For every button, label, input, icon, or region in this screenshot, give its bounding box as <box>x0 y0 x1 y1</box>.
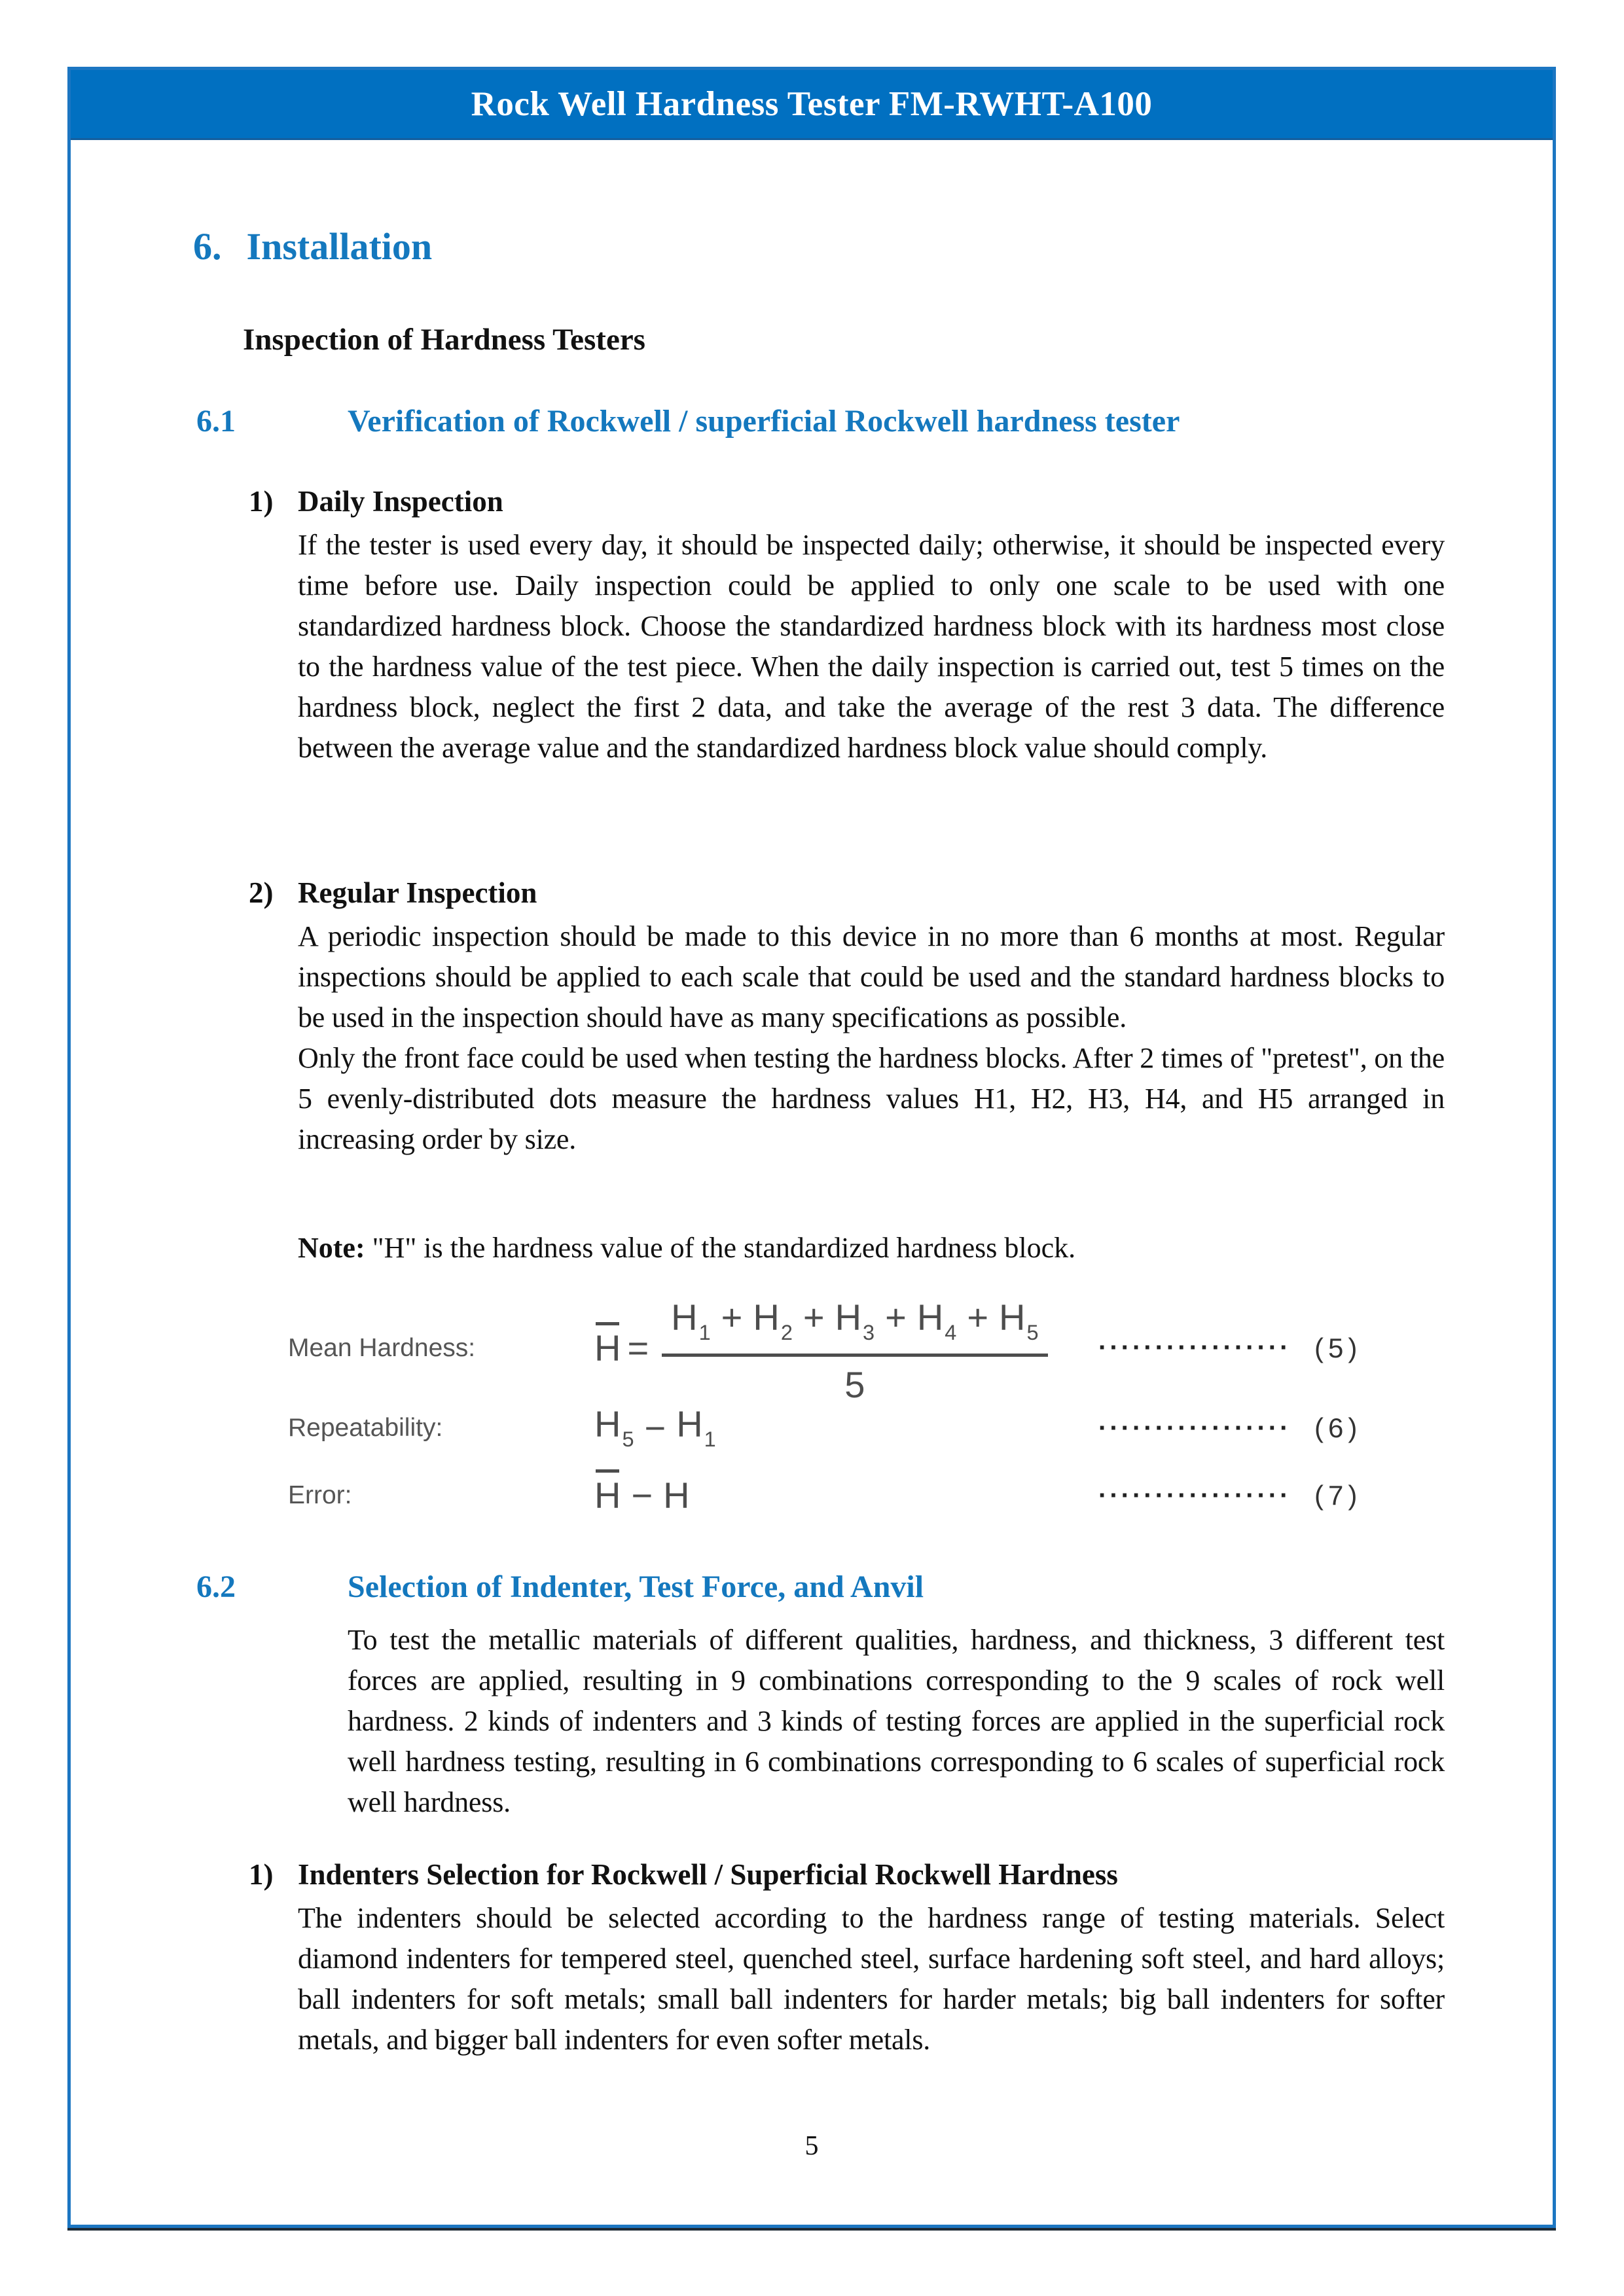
section-heading <box>193 224 432 268</box>
header-title: Rock Well Hardness Tester FM-RWHT-A100 <box>471 85 1153 123</box>
equation-number: (6) <box>1314 1412 1362 1443</box>
list-item-indenters-selection <box>249 1857 1445 2060</box>
operator: + <box>803 1296 825 1338</box>
formula-label: Repeatability: <box>288 1414 443 1442</box>
heading-6-2-number: 6.2 <box>196 1570 236 1604</box>
subscript: 5 <box>1026 1320 1039 1344</box>
subscript: 2 <box>780 1320 793 1344</box>
symbol-H-bar: H <box>594 1327 621 1369</box>
equation-number: (7) <box>1314 1480 1362 1511</box>
paragraph-front-face: Only the front face could be used when testing the hardness blocks. After 2 times of "pretest", on the 5 evenly-distributed dots measure the hardness values H1, H2, H3, H4, and H5 arranged in increasing order by size. <box>298 1042 1445 1155</box>
formula-expression-repeatability <box>594 1403 1098 1452</box>
page-border-frame <box>67 67 1556 2228</box>
note-text: "H" is the hardness value of the standardized hardness block. <box>372 1232 1076 1264</box>
formula-label: Mean Hardness: <box>288 1333 476 1362</box>
heading-6-2 <box>196 1569 1445 1605</box>
symbol-H: H <box>663 1475 690 1516</box>
section-title: Installation <box>246 225 433 268</box>
fraction <box>662 1290 1047 1406</box>
paragraph-regular-inspection: A periodic inspection should be made to this device in no more than 6 months at most. Regular inspections should be applied to each scale that could be used and the standard hardness blocks to be used in the inspection should have as many specifications as possible. <box>298 920 1445 1033</box>
list-marker: 1) <box>249 1858 274 1891</box>
header-bar <box>71 70 1553 140</box>
page-number: 5 <box>804 2131 819 2161</box>
operator: + <box>885 1296 907 1338</box>
symbol-H: $H_4$ <box>916 1296 957 1344</box>
symbol-H: $H_3$ <box>835 1296 875 1344</box>
equals-sign: = <box>627 1327 649 1369</box>
symbol-H-bar: H <box>594 1475 621 1516</box>
equation-number: (5) <box>1314 1332 1362 1363</box>
dotted-leader: ················· <box>1098 1413 1291 1443</box>
operator: + <box>967 1296 989 1338</box>
subscript: 4 <box>945 1320 957 1344</box>
dotted-leader: ················· <box>1098 1333 1291 1362</box>
heading-6-1 <box>196 403 1180 439</box>
list-marker: 1) <box>249 485 274 518</box>
formula-row-repeatability <box>288 1392 1461 1464</box>
subscript: 1 <box>698 1320 711 1344</box>
list-item-title: Regular Inspection <box>298 876 537 909</box>
heading-6-1-number: 6.1 <box>196 404 236 439</box>
fraction-denominator: 5 <box>844 1364 865 1406</box>
subscript: 1 <box>704 1427 716 1452</box>
note-line <box>298 1228 1445 1268</box>
heading-6-1-title: Verification of Rockwell / superficial Rockwell hardness tester <box>348 404 1180 439</box>
symbol-H: $H_5$ <box>594 1403 634 1452</box>
operator: − <box>631 1475 653 1516</box>
formula-label: Error: <box>288 1481 352 1509</box>
note-label: Note: <box>298 1232 365 1264</box>
paragraph-indenters-selection: The indenters should be selected according to the hardness range of testing materials. Select diamond indenters for tempered steel, quenched steel, surface hardening soft steel, and hard alloys; ball indenters for soft metals; small ball indenters for harder metals; big ball indenters for softer metals, and bigger ball indenters for even softer metals. <box>298 1902 1445 2056</box>
list-item-title: Daily Inspection <box>298 485 503 518</box>
subscript: 5 <box>622 1427 634 1452</box>
list-item-title: Indenters Selection for Rockwell / Superficial Rockwell Hardness <box>298 1858 1118 1891</box>
formula-row-error <box>288 1460 1461 1532</box>
dotted-leader: ················· <box>1098 1480 1291 1510</box>
symbol-H: $H_1$ <box>676 1403 716 1452</box>
paragraph-selection-indenter: To test the metallic materials of different qualities, hardness, and thickness, 3 different test forces are applied, resulting in 9 combinations corresponding to the 9 scales of rock well hardness. 2 kinds of indenters and 3 kinds of testing forces are applied in the superficial rock well hardness testing, resulting in 6 combinations corresponding to 6 scales of superficial rock well hardness. <box>348 1624 1445 1818</box>
list-item-daily-inspection <box>249 484 1445 768</box>
paragraph-daily-inspection: If the tester is used every day, it should be inspected daily; otherwise, it should be inspected every time before use. Daily inspection could be applied to only one scale to be used with one standardized hardness block. Choose the standardized hardness block with its hardness most close to the hardness value of the test piece. When the daily inspection is carried out, test 5 times on the hardness block, neglect the first 2 data, and take the average of the rest 3 data. The difference between the average value and the standardized hardness block value should comply. <box>298 529 1445 764</box>
section-number: 6. <box>193 225 222 268</box>
formula-expression-error <box>594 1477 1098 1514</box>
symbol-H: $H_1$ <box>671 1296 711 1344</box>
heading-6-2-title: Selection of Indenter, Test Force, and Anvil <box>348 1570 924 1604</box>
list-item-regular-inspection <box>249 876 1445 1160</box>
fraction-numerator <box>662 1290 1047 1357</box>
formula-expression-mean-hardness <box>594 1290 1098 1406</box>
operator: − <box>644 1407 666 1448</box>
operator: + <box>721 1296 743 1338</box>
symbol-H: $H_2$ <box>753 1296 793 1344</box>
list-marker: 2) <box>249 876 274 909</box>
subsection-title: Inspection of Hardness Testers <box>243 323 645 357</box>
subscript: 3 <box>863 1320 875 1344</box>
symbol-H: $H_5$ <box>999 1296 1039 1344</box>
